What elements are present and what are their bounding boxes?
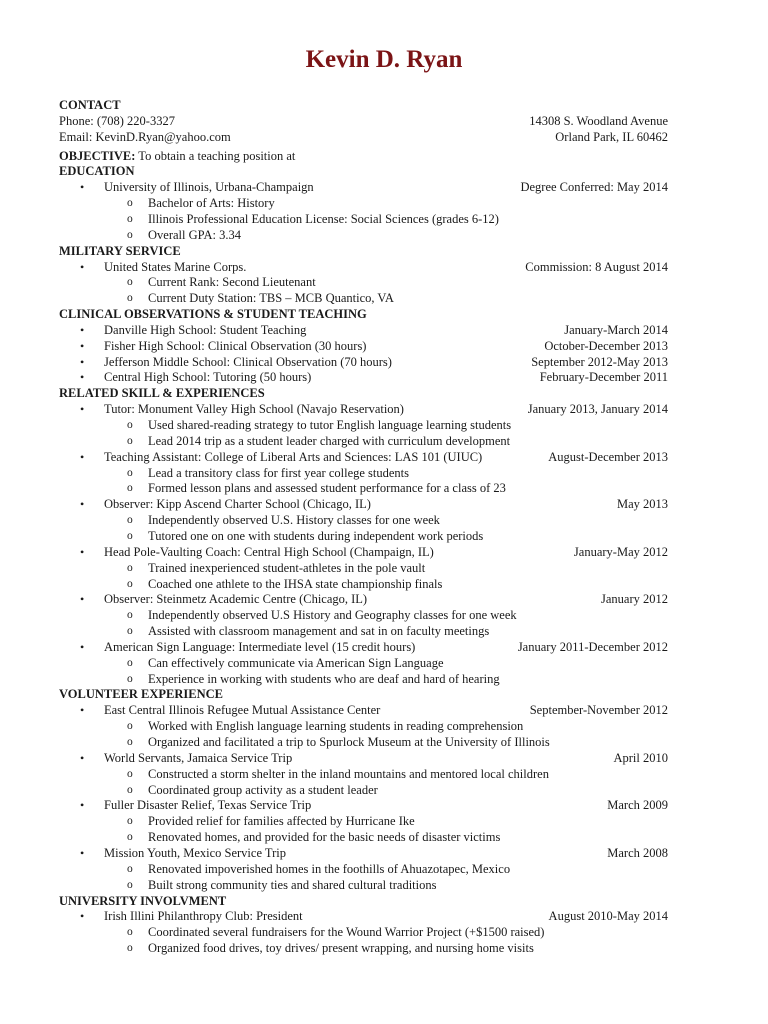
- related-heading: RELATED SKILL & EXPERIENCES: [59, 386, 265, 401]
- bullet-glyph: •: [80, 592, 85, 607]
- sub-item: Formed lesson plans and assessed student performance for a class of 23: [148, 481, 506, 496]
- volunteer-item: World Servants, Jamaica Service Trip: [104, 750, 293, 765]
- clinical-item: Central High School: Tutoring (50 hours): [104, 370, 312, 385]
- clinical-item: Fisher High School: Clinical Observation (30 hours): [104, 338, 367, 353]
- clinical-item: Danville High School: Student Teaching: [104, 322, 307, 337]
- sub-item: Independently observed U.S History and Geography classes for one week: [148, 608, 517, 623]
- date-range: February-December 2011: [539, 370, 668, 385]
- contact-heading: CONTACT: [59, 98, 121, 112]
- date-range: August 2010-May 2014: [548, 909, 668, 924]
- date-range: March 2009: [607, 798, 668, 813]
- date-range: September-November 2012: [529, 703, 668, 718]
- sub-bullet-glyph: o: [127, 514, 133, 527]
- date-range: January 2011-December 2012: [517, 639, 668, 654]
- bullet-glyph: •: [80, 180, 85, 195]
- sub-item: Assisted with classroom management and sat in on faculty meetings: [148, 624, 490, 639]
- sub-bullet-glyph: o: [127, 831, 133, 844]
- experience-item: American Sign Language: Intermediate level (15 credit hours): [104, 639, 416, 654]
- date-range: April 2010: [613, 750, 668, 765]
- sub-item: Coordinated several fundraisers for the Wound Warrior Project (+$1500 raised): [148, 925, 545, 940]
- date-range: Degree Conferred: May 2014: [520, 180, 668, 195]
- clinical-heading: CLINICAL OBSERVATIONS & STUDENT TEACHING: [59, 307, 367, 322]
- date-range: January-May 2012: [573, 544, 668, 559]
- sub-item: Provided relief for families affected by Hurricane Ike: [148, 814, 415, 829]
- sub-bullet-glyph: o: [127, 815, 133, 828]
- sub-bullet-glyph: o: [127, 926, 133, 939]
- sub-bullet-glyph: o: [127, 942, 133, 955]
- sub-item: Trained inexperienced student-athletes in the pole vault: [148, 560, 426, 575]
- volunteer-item: Mission Youth, Mexico Service Trip: [104, 845, 286, 860]
- sub-bullet-glyph: o: [127, 466, 133, 479]
- sub-item: Independently observed U.S. History classes for one week: [148, 513, 440, 528]
- clinical-item: Jefferson Middle School: Clinical Observation (70 hours): [104, 354, 392, 369]
- date-range: October-December 2013: [544, 338, 668, 353]
- sub-bullet-glyph: o: [127, 561, 133, 574]
- sub-bullet-glyph: o: [127, 276, 133, 289]
- volunteer-heading: VOLUNTEER EXPERIENCE: [59, 687, 224, 702]
- volunteer-item: Fuller Disaster Relief, Texas Service Trip: [104, 798, 312, 813]
- sub-item: Built strong community ties and shared cultural traditions: [148, 877, 437, 892]
- contact-email: Email: KevinD.Ryan@yahoo.com: [59, 129, 231, 144]
- sub-item: Can effectively communicate via American Sign Language: [148, 655, 444, 670]
- sub-item: Tutored one on one with students during independent work periods: [148, 528, 484, 543]
- sub-bullet-glyph: o: [127, 656, 133, 669]
- sub-bullet-glyph: o: [127, 783, 133, 796]
- date-range: January-March 2014: [564, 322, 668, 337]
- experience-item: Observer: Kipp Ascend Charter School (Chicago, IL): [104, 497, 371, 512]
- sub-bullet-glyph: o: [127, 862, 133, 875]
- bullet-glyph: •: [80, 338, 85, 353]
- contact-address-line1: 14308 S. Woodland Avenue: [529, 113, 668, 128]
- military-item: United States Marine Corps.: [104, 259, 247, 274]
- objective-label: OBJECTIVE:: [59, 148, 136, 163]
- sub-bullet-glyph: o: [127, 736, 133, 748]
- sub-bullet-glyph: o: [127, 197, 133, 210]
- sub-bullet-glyph: o: [127, 228, 133, 241]
- sub-item: Worked with English language learning students in reading comprehension: [148, 719, 524, 734]
- sub-item: Overall GPA: 3.34: [148, 227, 241, 242]
- sub-bullet-glyph: o: [127, 482, 133, 495]
- date-range: August-December 2013: [548, 449, 668, 464]
- contact-address-line2: Orland Park, IL 60462: [555, 129, 668, 144]
- sub-bullet-glyph: o: [127, 577, 133, 590]
- bullet-glyph: •: [80, 909, 85, 924]
- military-heading: MILITARY SERVICE: [59, 243, 181, 258]
- objective: [59, 148, 668, 164]
- date-range: September 2012-May 2013: [531, 354, 668, 369]
- sub-bullet-glyph: o: [127, 672, 133, 685]
- sub-bullet-glyph: o: [127, 720, 133, 733]
- sub-item: Experience in working with students who are deaf and hard of hearing: [148, 671, 500, 686]
- bullet-glyph: •: [80, 544, 85, 559]
- bullet-glyph: •: [80, 354, 85, 369]
- resume-name: Kevin D. Ryan: [305, 46, 463, 73]
- experience-item: Tutor: Monument Valley High School (Navajo Reservation): [104, 402, 404, 417]
- experience-item: Head Pole-Vaulting Coach: Central High School (Champaign, IL): [104, 544, 434, 559]
- sub-bullet-glyph: o: [127, 292, 133, 305]
- sub-bullet-glyph: o: [127, 609, 133, 622]
- sub-bullet-glyph: o: [127, 529, 133, 542]
- date-range: March 2008: [607, 845, 668, 860]
- experience-item: Observer: Steinmetz Academic Centre (Chicago, IL): [104, 592, 368, 607]
- sub-item: Coached one athlete to the IHSA state championship finals: [148, 576, 443, 591]
- sub-bullet-glyph: o: [127, 434, 133, 447]
- objective-text: To obtain a teaching position at: [135, 148, 296, 163]
- sub-item: Illinois Professional Education License: Social Sciences (grades 6-12): [148, 211, 499, 226]
- date-range: Commission: 8 August 2014: [525, 259, 668, 274]
- education-item: University of Illinois, Urbana-Champaign: [104, 180, 314, 195]
- date-range: January 2012: [601, 592, 668, 607]
- bullet-glyph: •: [80, 798, 85, 813]
- sub-item: Constructed a storm shelter in the inland mountains and mentored local children: [148, 766, 549, 781]
- experience-item: Teaching Assistant: College of Liberal Arts and Sciences: LAS 101 (UIUC): [104, 449, 483, 464]
- sub-bullet-glyph: o: [127, 878, 133, 891]
- bullet-glyph: •: [80, 750, 85, 765]
- sub-item: Lead a transitory class for first year college students: [148, 465, 410, 480]
- bullet-glyph: •: [80, 449, 85, 464]
- university-item: Irish Illini Philanthropy Club: President: [104, 909, 303, 924]
- bullet-glyph: •: [80, 370, 85, 385]
- education-heading: EDUCATION: [59, 164, 135, 179]
- sub-bullet-glyph: o: [127, 212, 133, 225]
- sub-item: Organized food drives, toy drives/ present wrapping, and nursing home visits: [148, 941, 534, 956]
- sub-item: Organized and facilitated a trip to Spurlock Museum at the University of Illinois: [148, 735, 550, 749]
- sub-item: Renovated homes, and provided for the basic needs of disaster victims: [148, 830, 501, 845]
- sub-bullet-glyph: o: [127, 625, 133, 638]
- university-heading: UNIVERSITY INVOLVMENT: [59, 893, 227, 908]
- bullet-glyph: •: [80, 322, 85, 337]
- sub-item: Renovated impoverished homes in the foothills of Ahuazotapec, Mexico: [148, 861, 511, 876]
- bullet-glyph: •: [80, 845, 85, 860]
- sub-item: Used shared-reading strategy to tutor English language learning students: [148, 418, 512, 432]
- bullet-glyph: •: [80, 497, 85, 512]
- bullet-glyph: •: [80, 703, 85, 718]
- sub-item: Bachelor of Arts: History: [148, 196, 275, 211]
- date-range: May 2013: [616, 497, 668, 512]
- contact-phone: Phone: (708) 220-3327: [59, 113, 175, 128]
- sub-item: Current Duty Station: TBS – MCB Quantico, VA: [148, 291, 394, 306]
- sub-bullet-glyph: o: [127, 419, 133, 431]
- bullet-glyph: •: [80, 402, 85, 417]
- sub-item: Coordinated group activity as a student leader: [148, 782, 378, 797]
- date-range: January 2013, January 2014: [527, 402, 668, 417]
- sub-item: Lead 2014 trip as a student leader charged with curriculum development: [148, 433, 511, 448]
- sub-item: Current Rank: Second Lieutenant: [148, 275, 316, 290]
- sub-bullet-glyph: o: [127, 767, 133, 780]
- bullet-glyph: •: [80, 639, 85, 654]
- volunteer-item: East Central Illinois Refugee Mutual Assistance Center: [104, 703, 381, 718]
- bullet-glyph: •: [80, 259, 85, 274]
